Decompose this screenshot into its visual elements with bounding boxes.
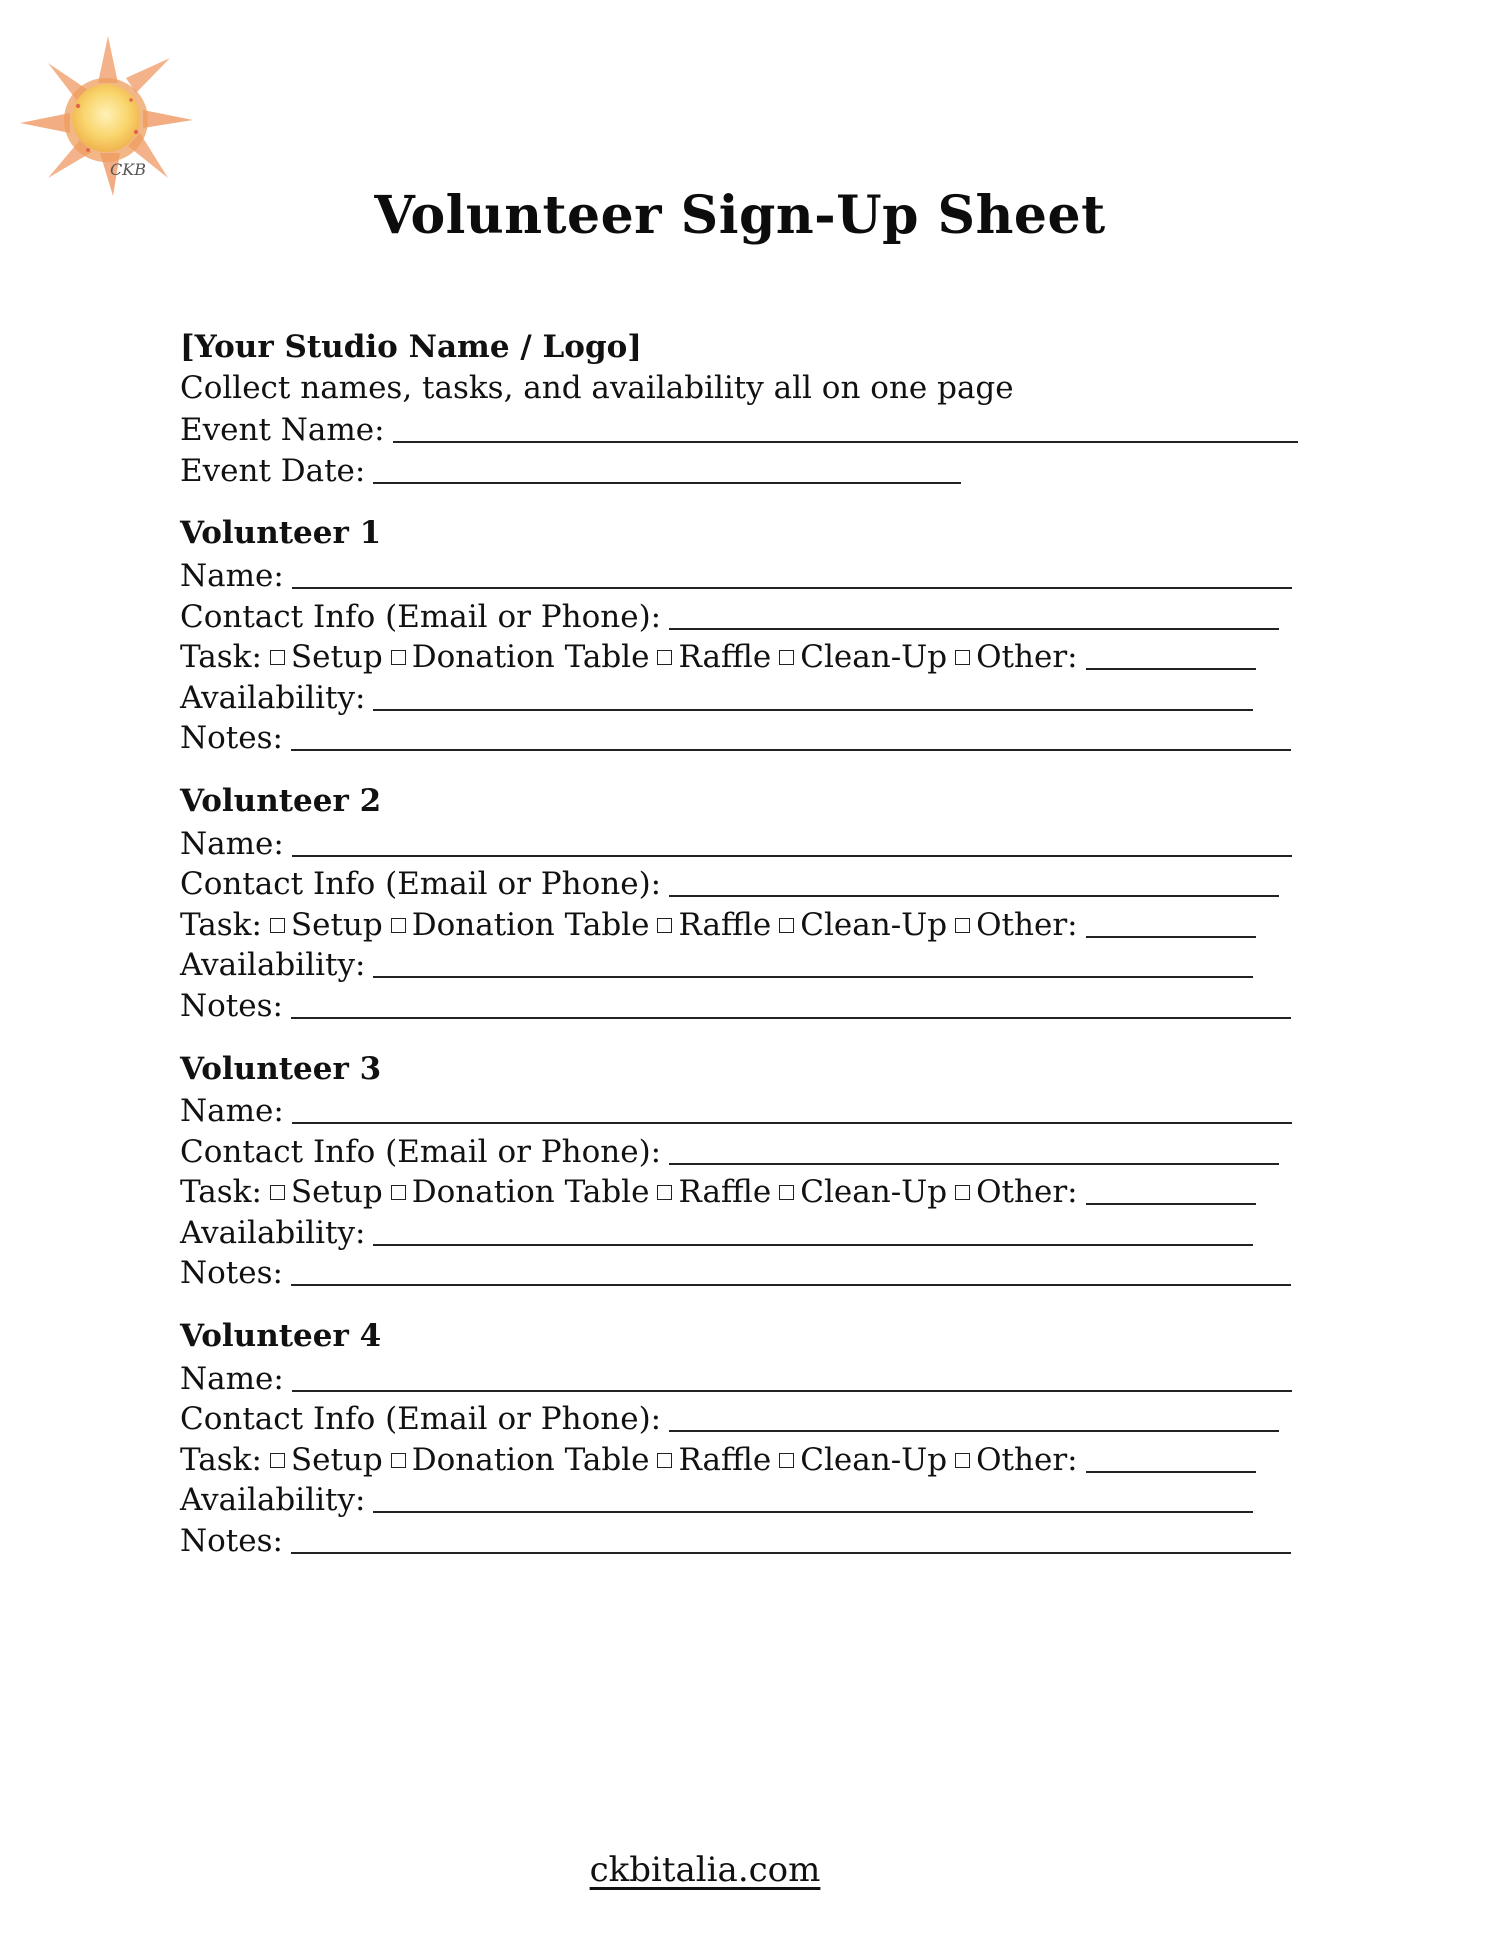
task-other-field[interactable]: [1086, 1441, 1256, 1473]
volunteer-contact-field[interactable]: [669, 598, 1279, 630]
task-donation-table-checkbox[interactable]: [391, 1185, 406, 1200]
volunteer-contact-field[interactable]: [669, 1133, 1279, 1165]
volunteer-notes-row: Notes:: [180, 716, 1320, 757]
volunteer-heading: Volunteer 3: [180, 1050, 382, 1087]
event-date-field[interactable]: [373, 452, 961, 484]
volunteer-name-field[interactable]: [292, 1360, 1292, 1392]
event-name-field[interactable]: [393, 411, 1298, 443]
volunteer-block-1: [180, 513, 1320, 757]
volunteer-task-row: Task: Setup Donation Table Raffle Clean-Up Other:: [180, 1438, 1320, 1479]
volunteer-availability-row: Availability:: [180, 676, 1320, 717]
subtitle: Collect names, tasks, and availability all on one page: [180, 369, 1014, 406]
task-raffle-checkbox[interactable]: [657, 1453, 672, 1468]
volunteer-availability-row: Availability:: [180, 943, 1320, 984]
volunteer-task-row: Task: Setup Donation Table Raffle Clean-Up Other:: [180, 903, 1320, 944]
volunteer-notes-field[interactable]: [291, 987, 1291, 1019]
volunteer-contact-row: Contact Info (Email or Phone):: [180, 1397, 1320, 1438]
form-content: [180, 327, 1320, 1560]
sun-logo-icon: [18, 28, 198, 198]
task-clean-up-checkbox[interactable]: [779, 1185, 794, 1200]
volunteer-notes-row: Notes:: [180, 984, 1320, 1025]
volunteer-availability-field[interactable]: [373, 1481, 1253, 1513]
volunteer-notes-row: Notes:: [180, 1519, 1320, 1560]
volunteer-name-row: Name:: [180, 1089, 1320, 1130]
task-raffle-checkbox[interactable]: [657, 918, 672, 933]
volunteer-availability-field[interactable]: [373, 1214, 1253, 1246]
page-title: Volunteer Sign-Up Sheet: [374, 185, 1106, 246]
event-date-row: [180, 449, 1320, 490]
task-setup-checkbox[interactable]: [270, 650, 285, 665]
task-raffle-checkbox[interactable]: [657, 1185, 672, 1200]
task-clean-up-checkbox[interactable]: [779, 918, 794, 933]
volunteer-block-2: [180, 781, 1320, 1025]
volunteer-availability-field[interactable]: [373, 946, 1253, 978]
volunteer-notes-row: Notes:: [180, 1251, 1320, 1292]
website-link[interactable]: ckbitalia.com: [589, 1850, 821, 1890]
volunteer-availability-field[interactable]: [373, 679, 1253, 711]
volunteer-heading: Volunteer 2: [180, 782, 382, 819]
volunteer-name-row: Name:: [180, 1357, 1320, 1398]
task-raffle-checkbox[interactable]: [657, 650, 672, 665]
volunteer-availability-row: Availability:: [180, 1478, 1320, 1519]
volunteer-contact-row: Contact Info (Email or Phone):: [180, 862, 1320, 903]
volunteer-contact-field[interactable]: [669, 1400, 1279, 1432]
task-setup-checkbox[interactable]: [270, 1185, 285, 1200]
volunteer-name-row: Name:: [180, 822, 1320, 863]
volunteer-name-field[interactable]: [292, 825, 1292, 857]
task-clean-up-checkbox[interactable]: [779, 1453, 794, 1468]
studio-name-line: [180, 327, 1320, 368]
task-other-checkbox[interactable]: [955, 650, 970, 665]
logo-signature: CKB: [110, 160, 146, 179]
volunteer-notes-field[interactable]: [291, 1254, 1291, 1286]
volunteer-name-row: Name:: [180, 554, 1320, 595]
volunteer-task-row: Task: Setup Donation Table Raffle Clean-Up Other:: [180, 1170, 1320, 1211]
volunteer-availability-row: Availability:: [180, 1211, 1320, 1252]
volunteer-heading: Volunteer 1: [180, 515, 382, 552]
sun-logo: [18, 28, 198, 198]
task-setup-checkbox[interactable]: [270, 918, 285, 933]
volunteer-task-row: Task: Setup Donation Table Raffle Clean-Up Other:: [180, 635, 1320, 676]
task-other-field[interactable]: [1086, 1173, 1256, 1205]
volunteer-block-4: [180, 1316, 1320, 1560]
volunteer-notes-field[interactable]: [291, 719, 1291, 751]
volunteer-contact-row: Contact Info (Email or Phone):: [180, 595, 1320, 636]
volunteer-name-field[interactable]: [292, 557, 1292, 589]
volunteer-contact-field[interactable]: [669, 865, 1279, 897]
task-clean-up-checkbox[interactable]: [779, 650, 794, 665]
volunteer-contact-row: Contact Info (Email or Phone):: [180, 1130, 1320, 1171]
task-other-checkbox[interactable]: [955, 918, 970, 933]
task-donation-table-checkbox[interactable]: [391, 918, 406, 933]
studio-name: [Your Studio Name / Logo]: [180, 329, 642, 365]
event-name-label: Event Name:: [180, 412, 385, 449]
task-other-field[interactable]: [1086, 638, 1256, 670]
volunteer-heading: Volunteer 4: [180, 1318, 382, 1355]
event-date-label: Event Date:: [180, 452, 366, 489]
task-setup-checkbox[interactable]: [270, 1453, 285, 1468]
volunteer-notes-field[interactable]: [291, 1522, 1291, 1554]
volunteer-name-field[interactable]: [292, 1092, 1292, 1124]
task-other-field[interactable]: [1086, 906, 1256, 938]
task-donation-table-checkbox[interactable]: [391, 1453, 406, 1468]
event-name-row: [180, 408, 1320, 449]
task-other-checkbox[interactable]: [955, 1453, 970, 1468]
volunteer-block-3: [180, 1049, 1320, 1293]
task-donation-table-checkbox[interactable]: [391, 650, 406, 665]
task-other-checkbox[interactable]: [955, 1185, 970, 1200]
subtitle-line: [180, 368, 1320, 409]
